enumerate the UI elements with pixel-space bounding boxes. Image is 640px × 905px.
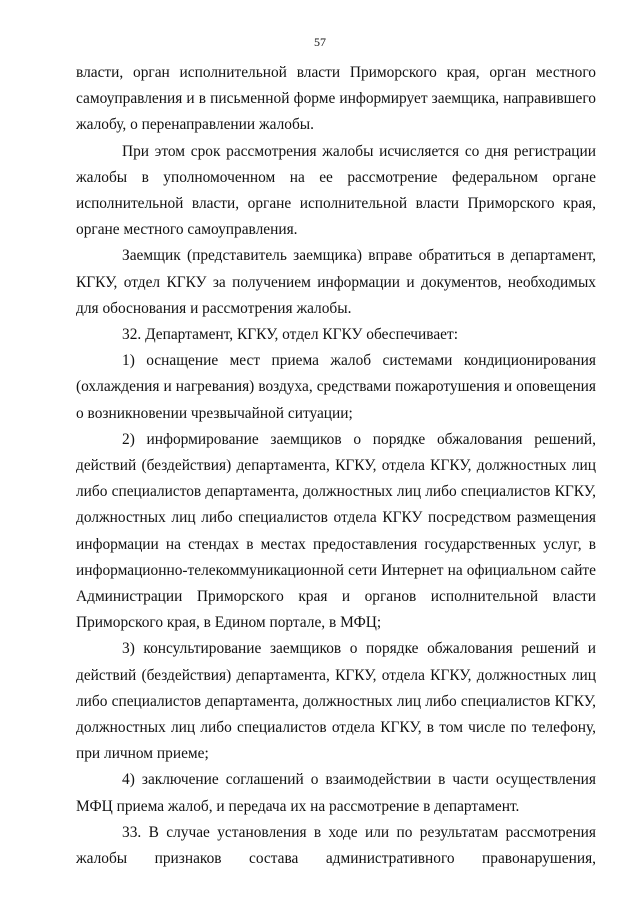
list-item: 1) оснащение мест приема жалоб системами кондиционирования (охлаждения и нагревания) воздуха, средствами пожаротушения и оповещения о возникновении чрезвычайной ситуации;	[76, 352, 596, 422]
list-item: 2) информирование заемщиков о порядке обжалования решений, действий (бездействия) департамента, КГКУ, отдела КГКУ, должностных лиц либо специалистов департамента, должностных лиц либо специалистов КГКУ, должностных лиц либо специалистов отдела КГКУ посредством размещения информации на стендах в местах предоставления государственных услуг, в информационно-телекоммуникационной сети Интернет на официальном сайте Администрации Приморского края и органов исполнительной власти Приморского края, в Едином портале, в МФЦ;	[76, 430, 596, 632]
paragraph: 33. В случае установления в ходе или по результатам рассмотрения жалобы признаков состава административного правонарушения,	[76, 823, 596, 868]
paragraph: 32. Департамент, КГКУ, отдел КГКУ обеспечивает:	[122, 326, 459, 344]
paragraph: власти, орган исполнительной власти Приморского края, орган местного самоуправления и в письменной форме информирует заемщика, направившего жалобу, о перенаправлении жалобы.	[76, 64, 596, 134]
paragraph: При этом срок рассмотрения жалобы исчисляется со дня регистрации жалобы в уполномоченном на ее рассмотрение федеральном органе исполнительной власти, органе исполнительной власти Приморского края, органе местного самоуправления.	[76, 142, 596, 239]
list-item: 4) заключение соглашений о взаимодействии в части осуществления МФЦ приема жалоб, и передача их на рассмотрение в департамент.	[76, 771, 596, 815]
document-body	[76, 60, 596, 872]
paragraph: Заемщик (представитель заемщика) вправе обратиться в департамент, КГКУ, отдел КГКУ за получением информации и документов, необходимых для обоснования и рассмотрения жалобы.	[76, 247, 596, 317]
list-item: 3) консультирование заемщиков о порядке обжалования решений и действий (бездействия) департамента, КГКУ, отдела КГКУ, должностных лиц либо специалистов департамента, должностных лиц либо специалистов КГКУ, должностных лиц либо специалистов отдела КГКУ, в том числе по телефону, при личном приеме;	[76, 640, 596, 763]
page-number: 57	[314, 35, 326, 49]
